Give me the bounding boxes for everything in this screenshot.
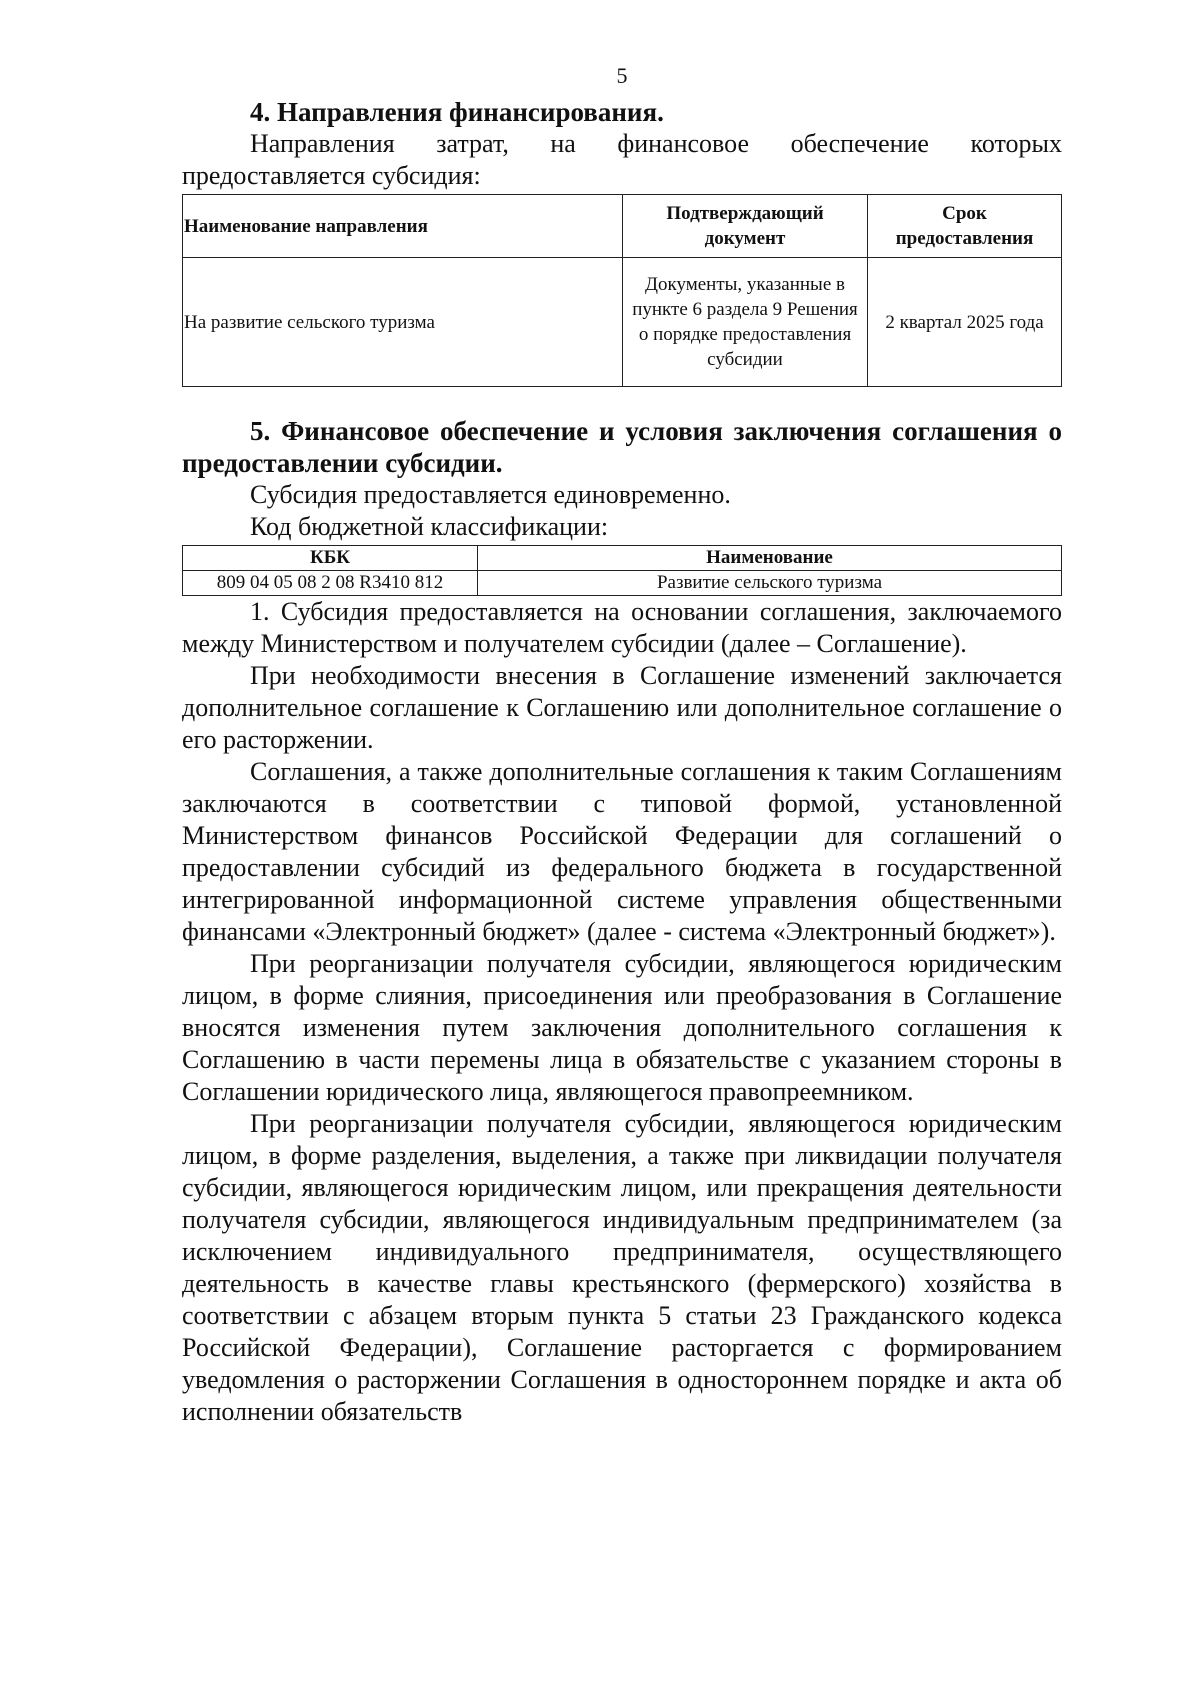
cell-kbk-code: 809 04 05 08 2 08 R3410 812 bbox=[183, 571, 478, 596]
section-4-heading: 4. Направления финансирования. bbox=[250, 97, 664, 127]
column-header-direction: Наименование направления bbox=[183, 195, 623, 258]
column-header-document: Подтверждающий документ bbox=[623, 195, 868, 258]
cell-document: Документы, указанные в пункте 6 раздела 9 Решения о порядке предоставления субсидии bbox=[623, 258, 868, 387]
paragraph-standard-form: Соглашения, а также дополнительные соглашения к таким Соглашениям заключаются в соответствии с типовой формой, установленной Министерством финансов Российской Федерации для соглашений о предоставлении субсидий из федерального бюджета в государственной интегрированной информационной системе управления общественными финансами «Электронный бюджет» (далее - система «Электронный бюджет»). bbox=[182, 757, 1062, 946]
section-4-intro: Направления затрат, на финансовое обеспечение которых предоставляется субсидия: bbox=[182, 129, 1062, 190]
column-header-name: Наименование bbox=[478, 546, 1062, 571]
table-row bbox=[183, 571, 1062, 596]
cell-kbk-name: Развитие сельского туризма bbox=[478, 571, 1062, 596]
table-header-row bbox=[183, 546, 1062, 571]
cell-direction-name: На развитие сельского туризма bbox=[183, 258, 623, 387]
paragraph-1-agreement-basis: 1. Субсидия предоставляется на основании соглашения, заключаемого между Министерством и получателем субсидии (далее – Соглашение). bbox=[182, 597, 1062, 658]
page-number: 5 bbox=[616, 63, 628, 88]
section-5-heading: 5. Финансовое обеспечение и условия заключения соглашения о предоставлении субсидии. bbox=[182, 416, 1062, 478]
paragraph-reorganization-division: При реорганизации получателя субсидии, являющегося юридическим лицом, в форме разделения, выделения, а также при ликвидации получателя субсидии, являющегося юридическим лицом, или прекращения деятельности получателя субсидии, являющегося индивидуальным предпринимателем (за исключением индивидуального предпринимателя, осуществляющего деятельность в качестве главы крестьянского (фермерского) хозяйства в соответствии с абзацем вторым пункта 5 статьи 23 Гражданского кодекса Российской Федерации), Соглашение расторгается с формированием уведомления о расторжении Соглашения в одностороннем порядке и акта об исполнении обязательств bbox=[182, 1109, 1062, 1426]
table-header-row bbox=[183, 195, 1062, 258]
funding-directions-table bbox=[182, 194, 1062, 387]
paragraph-reorganization-merger: При реорганизации получателя субсидии, являющегося юридическим лицом, в форме слияния, присоединения или преобразования в Соглашение вносятся изменения путем заключения дополнительного соглашения к Соглашению в части перемены лица в обязательстве с указанием стороны в Соглашении юридического лица, являющегося правопреемником. bbox=[182, 949, 1062, 1106]
table-row bbox=[183, 258, 1062, 387]
paragraph-amendments: При необходимости внесения в Соглашение изменений заключается дополнительное соглашение к Соглашению или дополнительное соглашение о его расторжении. bbox=[182, 661, 1062, 754]
kbk-table bbox=[182, 545, 1062, 596]
column-header-kbk: КБК bbox=[183, 546, 478, 571]
section-5-line-single-payment: Субсидия предоставляется единовременно. bbox=[250, 480, 731, 509]
column-header-term: Срок предоставления bbox=[868, 195, 1062, 258]
page-content bbox=[182, 56, 1062, 1428]
section-5-line-kbk-label: Код бюджетной классификации: bbox=[250, 512, 609, 541]
cell-term: 2 квартал 2025 года bbox=[868, 258, 1062, 387]
